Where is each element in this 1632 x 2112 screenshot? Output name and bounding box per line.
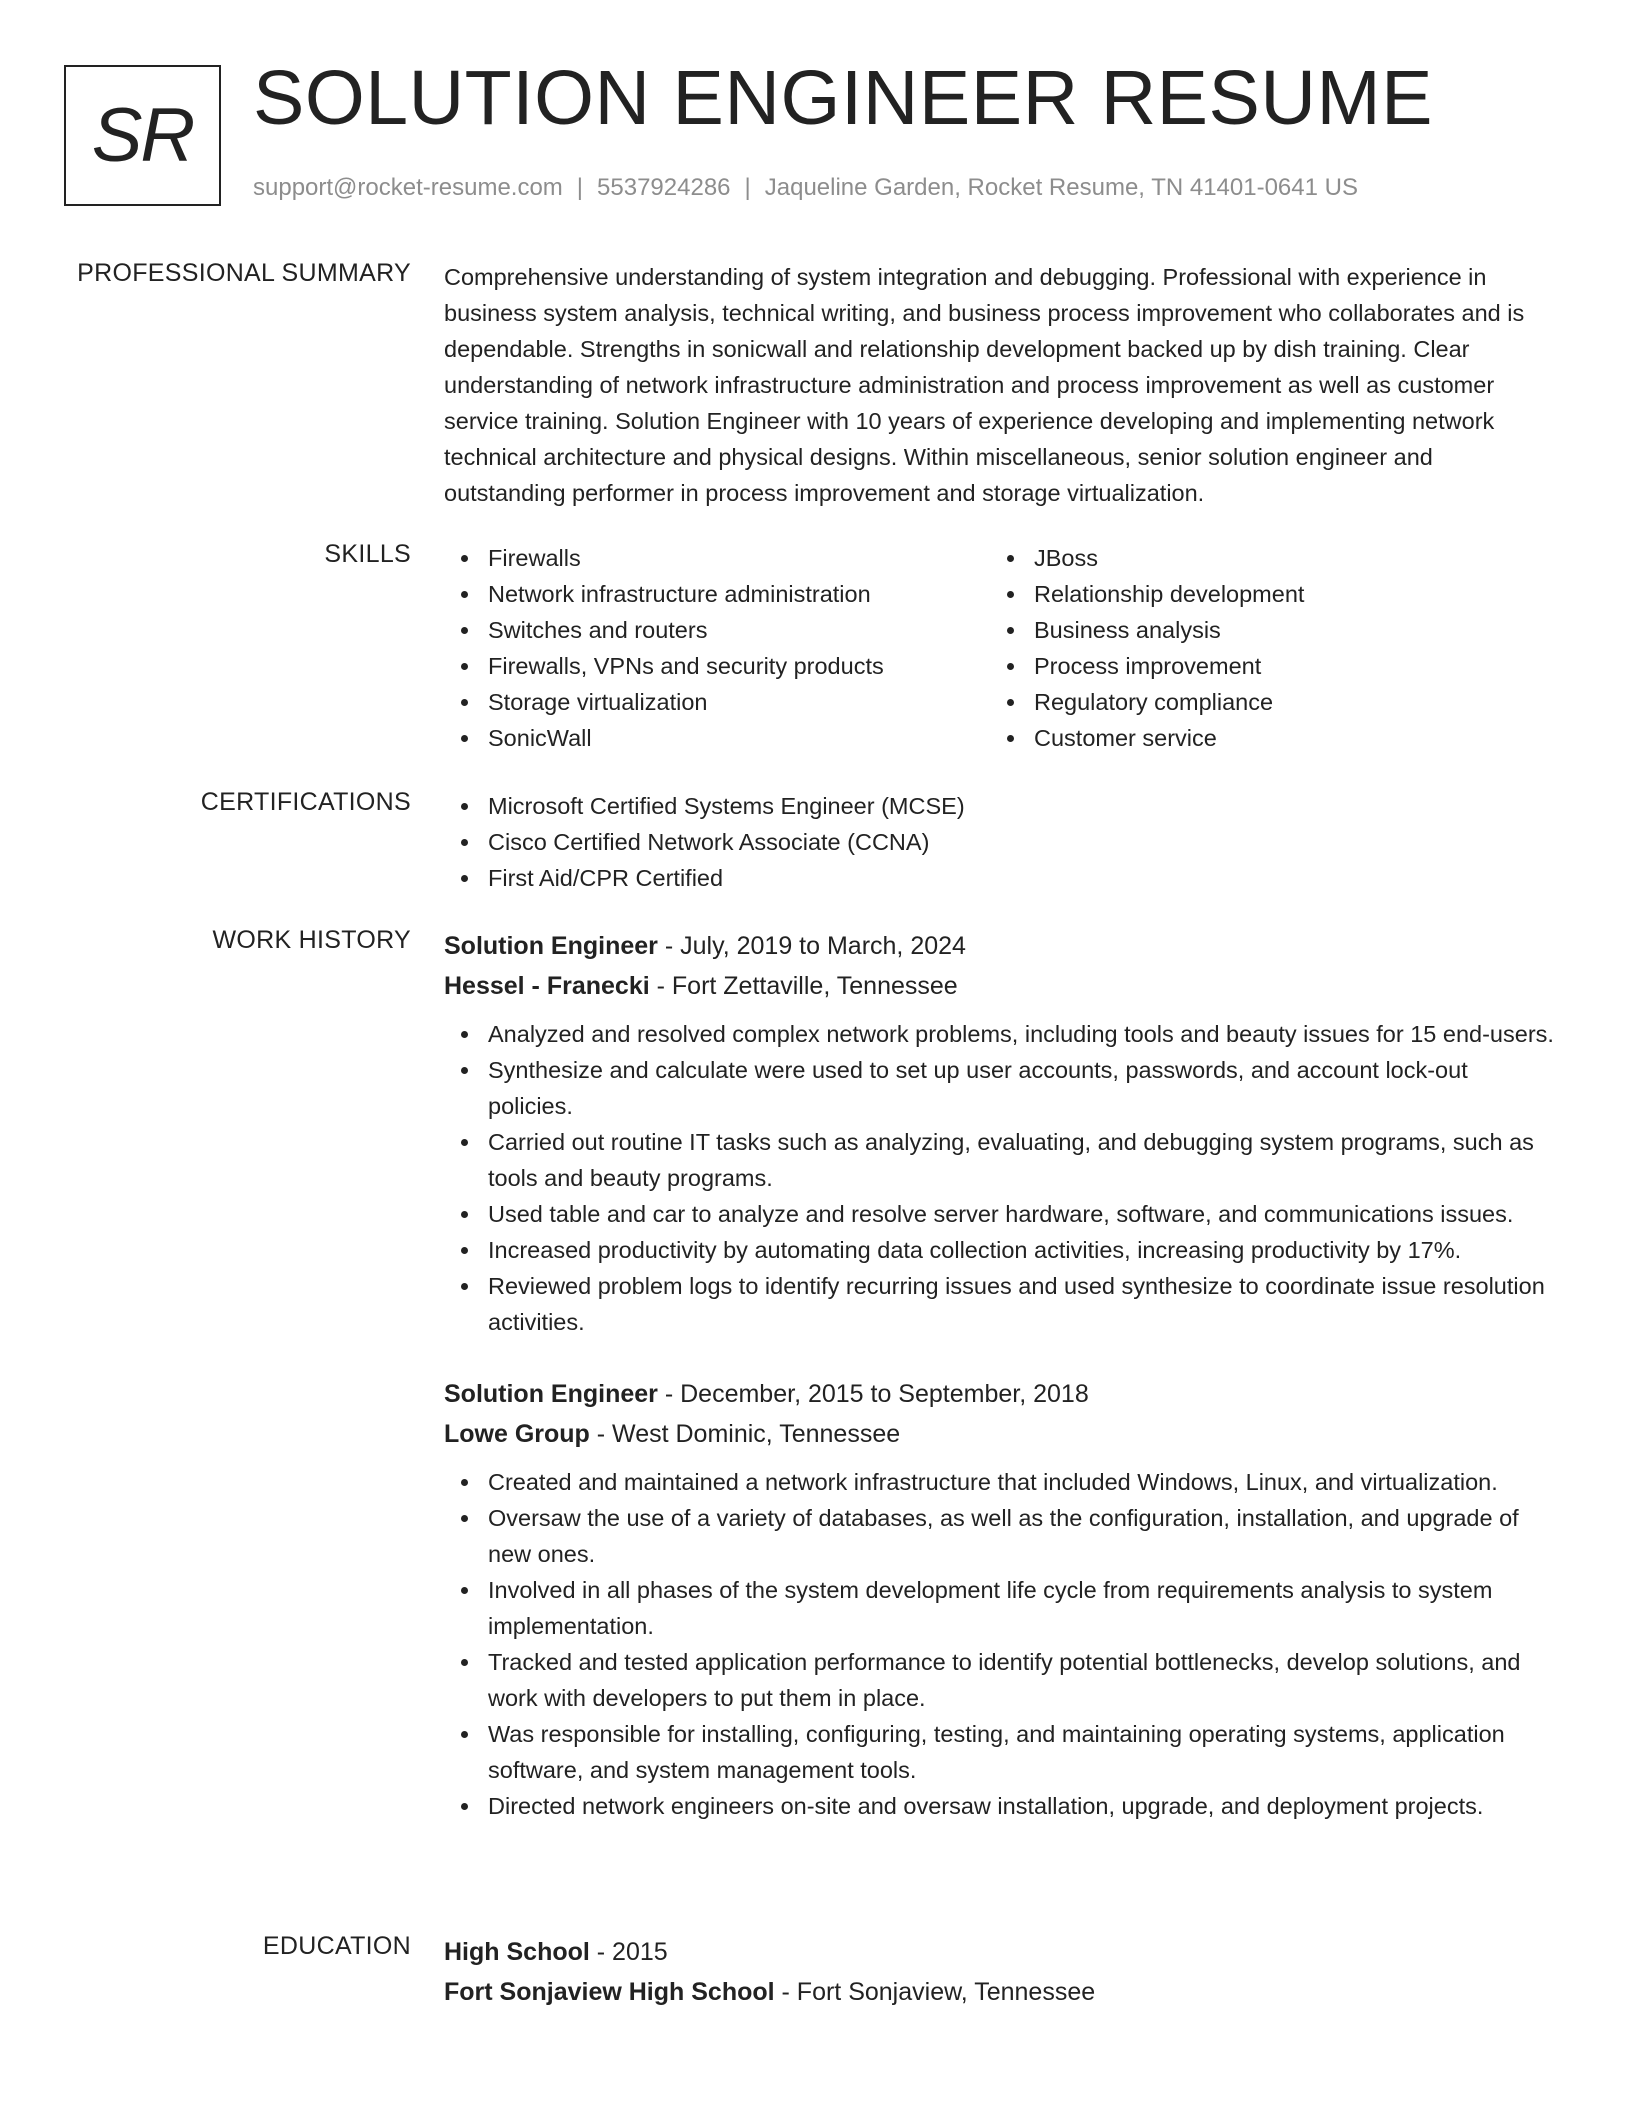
job-bullet: Carried out routine IT tasks such as analyzing, evaluating, and debugging system programs, such as tools and beauty programs. [488, 1124, 1554, 1196]
job-dates: - December, 2015 to September, 2018 [657, 1380, 1089, 1408]
education-body [444, 1932, 1554, 2012]
job-title: Solution Engineer [444, 932, 658, 960]
job-company: Lowe Group [444, 1420, 590, 1448]
job-bullet: Involved in all phases of the system development life cycle from requirements analysis to system implementation. [488, 1572, 1554, 1644]
skill-item: Customer service [1034, 720, 1530, 756]
certification-item: Cisco Certified Network Associate (CCNA) [488, 824, 1554, 860]
job-bullet: Analyzed and resolved complex network problems, including tools and beauty issues for 15 end-users. [488, 1016, 1554, 1052]
contact-separator: | [744, 174, 751, 201]
page-title: SOLUTION ENGINEER RESUME [253, 55, 1434, 141]
certifications-body [444, 788, 1554, 896]
job-entry [444, 926, 1554, 1340]
education-degree-line [444, 1932, 1554, 1972]
skills-body [444, 540, 1554, 760]
skills-column-left [444, 540, 984, 756]
skill-item: Switches and routers [488, 612, 984, 648]
contact-email: support@rocket-resume.com [253, 174, 563, 201]
job-title-line [444, 1374, 1554, 1414]
job-title-line [444, 926, 1554, 966]
job-bullet: Tracked and tested application performance to identify potential bottlenecks, develop solutions, and work with developers to put them in place. [488, 1644, 1554, 1716]
contact-address: Jaqueline Garden, Rocket Resume, TN 41401-0641 US [764, 174, 1358, 201]
contact-phone: 5537924286 [597, 174, 731, 201]
job-location: - Fort Zettaville, Tennessee [649, 972, 958, 1000]
skill-item: Storage virtualization [488, 684, 984, 720]
job-bullet-list [444, 1464, 1554, 1824]
job-bullet: Was responsible for installing, configuring, testing, and maintaining operating systems, application software, and system management tools. [488, 1716, 1554, 1788]
monogram-logo: SR [64, 65, 221, 206]
education-year: - 2015 [589, 1938, 668, 1966]
work-history-body [444, 926, 1554, 1824]
job-title: Solution Engineer [444, 1380, 658, 1408]
section-label-work-history: WORK HISTORY [212, 926, 411, 954]
skill-item: Regulatory compliance [1034, 684, 1530, 720]
job-company-line [444, 966, 1554, 1006]
contact-separator: | [576, 174, 584, 201]
job-entry [444, 1374, 1554, 1824]
education-school-line [444, 1972, 1554, 2012]
certification-item: First Aid/CPR Certified [488, 860, 1554, 896]
skill-item: Firewalls, VPNs and security products [488, 648, 984, 684]
skill-item: Relationship development [1034, 576, 1530, 612]
skills-list-left [444, 540, 984, 756]
job-company-line [444, 1414, 1554, 1454]
job-bullet: Synthesize and calculate were used to set up user accounts, passwords, and account lock-out policies. [488, 1052, 1554, 1124]
job-bullet: Reviewed problem logs to identify recurring issues and used synthesize to coordinate issue resolution activities. [488, 1268, 1554, 1340]
skills-column-right [990, 540, 1530, 756]
summary-text: Comprehensive understanding of system integration and debugging. Professional with experience in business system analysis, technical writing, and business process improvement who collaborates and is dependable. Strengths in sonicwall and relationship development backed up by dish training. Clear understanding of network infrastructure administration and process improvement as well as customer service training. Solution Engineer with 10 years of experience developing and implementing network technical architecture and physical designs. Within miscellaneous, senior solution engineer and outstanding performer in process improvement and storage virtualization. [444, 264, 1525, 506]
skills-list-right [990, 540, 1530, 756]
contact-line [253, 174, 1358, 202]
skill-item: Business analysis [1034, 612, 1530, 648]
skill-item: Network infrastructure administration [488, 576, 984, 612]
education-degree: High School [444, 1938, 590, 1966]
skill-item: Process improvement [1034, 648, 1530, 684]
skill-item: Firewalls [488, 540, 984, 576]
section-label-education: EDUCATION [262, 1932, 411, 1960]
section-label-skills: SKILLS [324, 540, 411, 568]
job-bullet: Increased productivity by automating data collection activities, increasing productivity by 17%. [488, 1232, 1554, 1268]
summary-body [444, 259, 1549, 511]
job-company: Hessel - Franecki [444, 972, 650, 1000]
job-location: - West Dominic, Tennessee [589, 1420, 901, 1448]
section-label-summary: PROFESSIONAL SUMMARY [77, 259, 411, 287]
job-dates: - July, 2019 to March, 2024 [657, 932, 966, 960]
skill-item: JBoss [1034, 540, 1530, 576]
certification-item: Microsoft Certified Systems Engineer (MCSE) [488, 788, 1554, 824]
job-bullet: Created and maintained a network infrastructure that included Windows, Linux, and virtualization. [488, 1464, 1554, 1500]
education-school: Fort Sonjaview High School [444, 1978, 775, 2006]
job-bullet: Used table and car to analyze and resolve server hardware, software, and communications issues. [488, 1196, 1554, 1232]
section-label-certifications: CERTIFICATIONS [200, 788, 411, 816]
job-bullet: Oversaw the use of a variety of databases, as well as the configuration, installation, and upgrade of new ones. [488, 1500, 1554, 1572]
job-bullet-list [444, 1016, 1554, 1340]
skill-item: SonicWall [488, 720, 984, 756]
job-bullet: Directed network engineers on-site and oversaw installation, upgrade, and deployment projects. [488, 1788, 1554, 1824]
certifications-list [444, 788, 1554, 896]
education-location: - Fort Sonjaview, Tennessee [774, 1978, 1096, 2006]
